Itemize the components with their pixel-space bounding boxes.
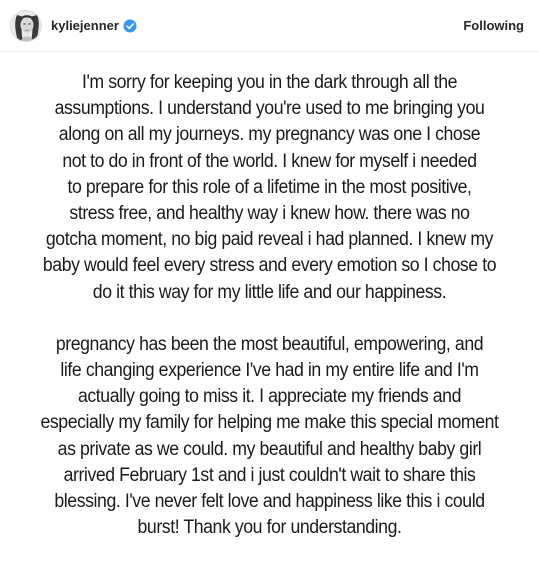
- following-button[interactable]: Following: [463, 18, 524, 33]
- paragraph: [0, 70, 539, 306]
- username-link[interactable]: kyliejenner: [51, 18, 119, 33]
- text-line: blessing. I've never felt love and happiness like this i could: [54, 491, 485, 513]
- text-line: assumptions. I understand you're used to me bringing you: [54, 98, 485, 120]
- text-line: especially my family for helping me make this special moment: [40, 412, 499, 434]
- text-line: along on all my journeys. my pregnancy was one I chose: [58, 124, 481, 146]
- profile-photo-icon: [11, 11, 42, 42]
- text-line: as private as we could. my beautiful and healthy baby girl: [57, 438, 482, 460]
- text-line: pregnancy has been the most beautiful, empowering, and: [55, 333, 484, 355]
- paragraph: [0, 332, 539, 542]
- text-line: life changing experience I've had in my entire life and I'm: [60, 360, 479, 382]
- text-line: burst! Thank you for understanding.: [137, 517, 402, 539]
- avatar[interactable]: [10, 10, 42, 42]
- text-line: baby would feel every stress and every emotion so I chose to: [42, 255, 497, 277]
- text-line: actually going to miss it. I appreciate my friends and: [77, 386, 462, 408]
- text-line: not to do in front of the world. I knew for myself i needed: [62, 150, 477, 172]
- text-line: gotcha moment, no big paid reveal i had planned. I knew my: [45, 229, 494, 251]
- text-line: stress free, and healthy way i knew how. there was no: [69, 203, 470, 225]
- verified-badge-icon: [123, 19, 137, 33]
- text-line: arrived February 1st and i just couldn't wait to share this: [63, 464, 476, 486]
- text-line: to prepare for this role of a lifetime in the most positive,: [67, 176, 472, 198]
- text-line: do it this way for my little life and our happiness.: [92, 281, 447, 303]
- post-header: [0, 0, 539, 52]
- post-text: [0, 70, 539, 541]
- text-line: I'm sorry for keeping you in the dark through all the: [81, 72, 458, 93]
